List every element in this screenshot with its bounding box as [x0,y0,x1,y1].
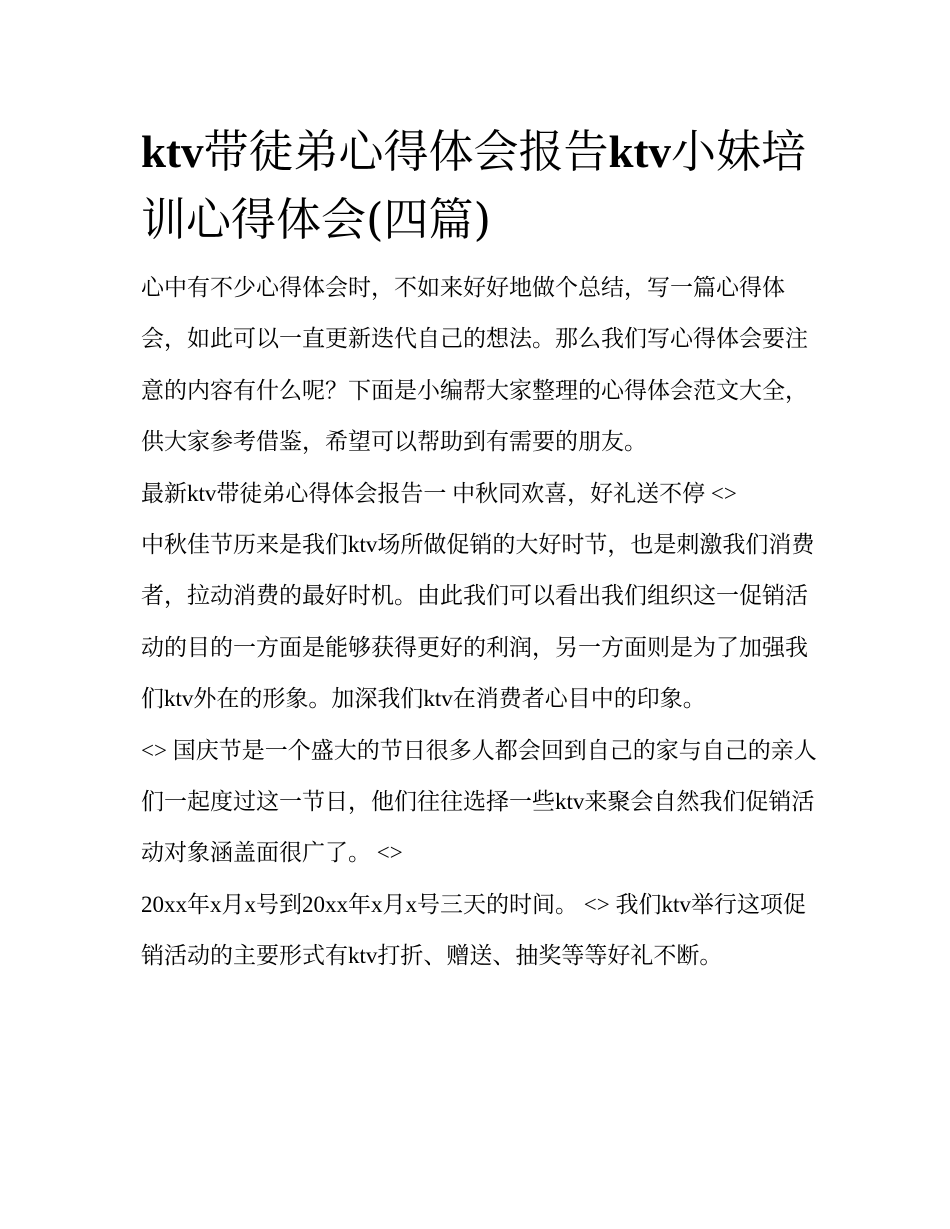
document-title: ktv带徒弟心得体会报告ktv小妹培训心得体会(四篇) [141,125,807,246]
document-content [141,118,821,982]
section-heading-paragraph: 最新ktv带徒弟心得体会报告一 中秋同欢喜，好礼送不停 <> [141,480,737,506]
mid-autumn-paragraph: 中秋佳节历来是我们ktv场所做促销的大好时节，也是刺激我们消费者，拉动消费的最好时机。由此我们可以看出我们组织这一促销活动的目的一方面是能够获得更好的利润，另一方面则是为了加强我们ktv外在的形象。加深我们ktv在消费者心目中的印象。 [141,532,815,712]
national-day-paragraph: <> 国庆节是一个盛大的节日很多人都会回到自己的家与自己的亲人们一起度过这一节日，他们往往选择一些ktv来聚会自然我们促销活动对象涵盖面很广了。 <> [141,737,817,866]
intro-paragraph: 心中有不少心得体会时，不如来好好地做个总结，写一篇心得体会，如此可以一直更新迭代自己的想法。那么我们写心得体会要注意的内容有什么呢？下面是小编帮大家整理的心得体会范文大全，供大家参考借鉴，希望可以帮助到有需要的朋友。 [141,275,808,455]
title-latin-run: ktv [141,127,204,177]
title-latin-run: ktv [608,127,672,177]
schedule-paragraph: 20xx年x月x号到20xx年x月x号三天的时间。 <> 我们ktv举行这项促销活动的主要形式有ktv打折、赠送、抽奖等等好礼不断。 [141,891,806,969]
